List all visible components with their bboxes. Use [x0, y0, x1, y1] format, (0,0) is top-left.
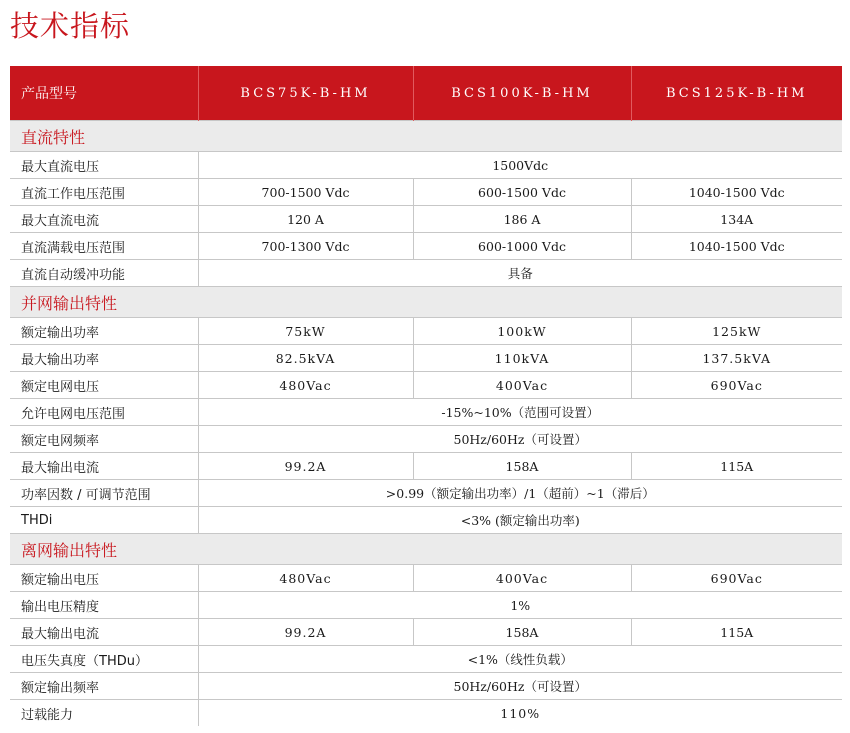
table-row	[10, 673, 842, 700]
table-row	[10, 646, 842, 673]
row-label: 最大直流电压	[10, 152, 198, 179]
spec-table	[10, 66, 842, 726]
row-value: 186 A	[413, 206, 631, 233]
table-row	[10, 206, 842, 233]
row-label: 功率因数 / 可调节范围	[10, 480, 198, 507]
table-row	[10, 260, 842, 287]
section-title: 并网输出特性	[10, 287, 842, 318]
row-label: 直流工作电压范围	[10, 179, 198, 206]
row-value: 110%	[198, 700, 842, 727]
row-value: 690Vac	[631, 372, 842, 399]
table-row	[10, 565, 842, 592]
table-row	[10, 318, 842, 345]
row-value: 700-1300 Vdc	[198, 233, 413, 260]
row-value: 75kW	[198, 318, 413, 345]
section-header	[10, 534, 842, 565]
row-label: 直流满载电压范围	[10, 233, 198, 260]
row-value: <3% (额定输出功率)	[198, 507, 842, 534]
row-value: 99.2A	[198, 619, 413, 646]
row-value: 99.2A	[198, 453, 413, 480]
row-label: 最大输出电流	[10, 619, 198, 646]
row-value: 125kW	[631, 318, 842, 345]
row-value: 1500Vdc	[198, 152, 842, 179]
row-value: 82.5kVA	[198, 345, 413, 372]
row-value: >0.99（额定输出功率）/1（超前）~1（滞后）	[198, 480, 842, 507]
page-title: 技术指标	[10, 9, 131, 43]
model-header: BCS125K-B-HM	[631, 66, 842, 121]
row-value: 400Vac	[413, 372, 631, 399]
section-header	[10, 287, 842, 318]
model-header: BCS100K-B-HM	[413, 66, 631, 121]
row-value: 400Vac	[413, 565, 631, 592]
row-value: 50Hz/60Hz（可设置）	[198, 673, 842, 700]
row-value: 1040-1500 Vdc	[631, 233, 842, 260]
row-label: 直流自动缓冲功能	[10, 260, 198, 287]
row-value: 120 A	[198, 206, 413, 233]
table-row	[10, 700, 842, 727]
row-value: 600-1500 Vdc	[413, 179, 631, 206]
row-value: 158A	[413, 453, 631, 480]
row-label: 额定电网电压	[10, 372, 198, 399]
row-value: 115A	[631, 453, 842, 480]
table-row	[10, 372, 842, 399]
model-header: BCS75K-B-HM	[198, 66, 413, 121]
row-value: 1040-1500 Vdc	[631, 179, 842, 206]
table-row	[10, 179, 842, 206]
section-title: 直流特性	[10, 121, 842, 152]
row-label: 额定输出频率	[10, 673, 198, 700]
row-value: 50Hz/60Hz（可设置）	[198, 426, 842, 453]
row-value: 700-1500 Vdc	[198, 179, 413, 206]
row-value: 600-1000 Vdc	[413, 233, 631, 260]
row-label: THDi	[10, 507, 198, 534]
table-row	[10, 345, 842, 372]
table-row	[10, 507, 842, 534]
row-label: 额定输出功率	[10, 318, 198, 345]
table-row	[10, 399, 842, 426]
row-label: 额定电网频率	[10, 426, 198, 453]
row-value: 1%	[198, 592, 842, 619]
table-row	[10, 453, 842, 480]
row-label: 允许电网电压范围	[10, 399, 198, 426]
row-value: 480Vac	[198, 372, 413, 399]
table-row	[10, 426, 842, 453]
row-label: 电压失真度（THDu）	[10, 646, 198, 673]
row-value: 158A	[413, 619, 631, 646]
row-value: 134A	[631, 206, 842, 233]
row-label: 最大输出电流	[10, 453, 198, 480]
row-value: 137.5kVA	[631, 345, 842, 372]
row-value: <1%（线性负载）	[198, 646, 842, 673]
table-row	[10, 152, 842, 179]
row-value: 具备	[198, 260, 842, 287]
row-label: 最大直流电流	[10, 206, 198, 233]
row-value: -15%~10%（范围可设置）	[198, 399, 842, 426]
section-header	[10, 121, 842, 152]
table-row	[10, 619, 842, 646]
row-value: 690Vac	[631, 565, 842, 592]
table-row	[10, 592, 842, 619]
table-row	[10, 233, 842, 260]
row-value: 480Vac	[198, 565, 413, 592]
row-label: 过载能力	[21, 707, 74, 723]
row-value: 110kVA	[413, 345, 631, 372]
row-label: 额定输出电压	[10, 565, 198, 592]
header-label: 产品型号	[10, 66, 198, 121]
table-row	[10, 480, 842, 507]
row-label: 最大输出功率	[10, 345, 198, 372]
row-value: 115A	[631, 619, 842, 646]
section-title: 离网输出特性	[10, 534, 842, 565]
row-value: 100kW	[413, 318, 631, 345]
table-header-row	[10, 66, 842, 121]
row-label: 输出电压精度	[10, 592, 198, 619]
